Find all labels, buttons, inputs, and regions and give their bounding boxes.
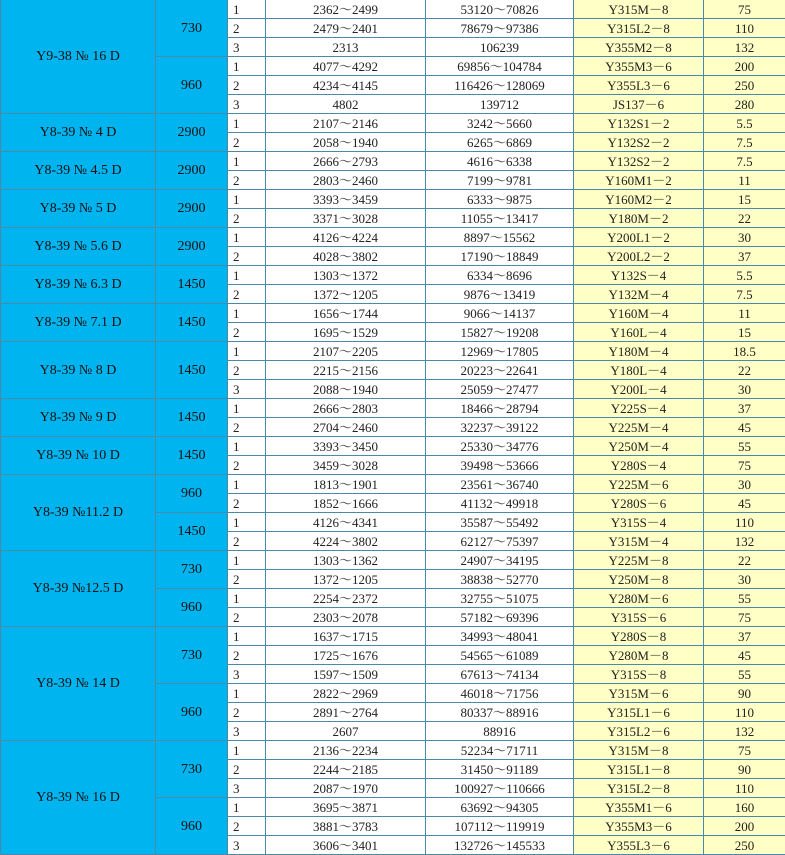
motor-model-cell: Y280M－6 bbox=[574, 589, 704, 608]
seq-number-cell: 2 bbox=[228, 285, 266, 304]
flow-cell: 25059～27477 bbox=[426, 380, 574, 399]
pressure-cell: 1813～1901 bbox=[266, 475, 426, 494]
motor-model-cell: JS137－6 bbox=[574, 95, 704, 114]
seq-number-cell: 2 bbox=[228, 608, 266, 627]
power-kw-cell: 45 bbox=[704, 418, 785, 437]
pressure-cell: 1725～1676 bbox=[266, 646, 426, 665]
speed-rpm-cell: 1450 bbox=[156, 437, 228, 475]
speed-rpm-cell: 2900 bbox=[156, 190, 228, 228]
power-kw-cell: 15 bbox=[704, 323, 785, 342]
seq-number-cell: 1 bbox=[228, 741, 266, 760]
table-row bbox=[1, 551, 785, 570]
power-kw-cell: 75 bbox=[704, 0, 785, 19]
seq-number-cell: 2 bbox=[228, 323, 266, 342]
table-row bbox=[1, 741, 785, 760]
seq-number-cell: 1 bbox=[228, 798, 266, 817]
flow-cell: 53120～70826 bbox=[426, 0, 574, 19]
flow-cell: 20223～22641 bbox=[426, 361, 574, 380]
fan-model-cell: Y8-39 № 14 D bbox=[1, 627, 156, 741]
motor-model-cell: Y315M－8 bbox=[574, 741, 704, 760]
speed-rpm-cell: 1450 bbox=[156, 304, 228, 342]
flow-cell: 62127～75397 bbox=[426, 532, 574, 551]
power-kw-cell: 75 bbox=[704, 608, 785, 627]
table-row bbox=[1, 627, 785, 646]
fan-model-cell: Y8-39 № 5 D bbox=[1, 190, 156, 228]
flow-cell: 3242～5660 bbox=[426, 114, 574, 133]
pressure-cell: 2479～2401 bbox=[266, 19, 426, 38]
pressure-cell: 1372～1205 bbox=[266, 285, 426, 304]
flow-cell: 31450～91189 bbox=[426, 760, 574, 779]
power-kw-cell: 30 bbox=[704, 570, 785, 589]
motor-model-cell: Y315M－4 bbox=[574, 532, 704, 551]
power-kw-cell: 45 bbox=[704, 494, 785, 513]
pressure-cell: 3606～3401 bbox=[266, 836, 426, 855]
fan-model-cell: Y8-39 № 6.3 D bbox=[1, 266, 156, 304]
speed-rpm-cell: 730 bbox=[156, 551, 228, 589]
fan-spec-table-body bbox=[1, 0, 785, 855]
flow-cell: 39498～53666 bbox=[426, 456, 574, 475]
table-row bbox=[1, 114, 785, 133]
fan-model-cell: Y8-39 № 9 D bbox=[1, 399, 156, 437]
seq-number-cell: 1 bbox=[228, 228, 266, 247]
seq-number-cell: 2 bbox=[228, 532, 266, 551]
pressure-cell: 3695～3871 bbox=[266, 798, 426, 817]
seq-number-cell: 2 bbox=[228, 209, 266, 228]
power-kw-cell: 45 bbox=[704, 646, 785, 665]
motor-model-cell: Y160M2－2 bbox=[574, 190, 704, 209]
motor-model-cell: Y315L2－6 bbox=[574, 722, 704, 741]
flow-cell: 11055～13417 bbox=[426, 209, 574, 228]
speed-rpm-cell: 730 bbox=[156, 627, 228, 684]
table-row bbox=[1, 0, 785, 19]
motor-model-cell: Y315M－8 bbox=[574, 0, 704, 19]
fan-model-cell: Y9-38 № 16 D bbox=[1, 0, 156, 114]
seq-number-cell: 3 bbox=[228, 722, 266, 741]
pressure-cell: 3881～3783 bbox=[266, 817, 426, 836]
seq-number-cell: 1 bbox=[228, 399, 266, 418]
pressure-cell: 1303～1362 bbox=[266, 551, 426, 570]
seq-number-cell: 2 bbox=[228, 703, 266, 722]
seq-number-cell: 2 bbox=[228, 760, 266, 779]
motor-model-cell: Y355L3－6 bbox=[574, 76, 704, 95]
flow-cell: 69856～104784 bbox=[426, 57, 574, 76]
power-kw-cell: 18.5 bbox=[704, 342, 785, 361]
pressure-cell: 1303～1372 bbox=[266, 266, 426, 285]
motor-model-cell: Y280M－8 bbox=[574, 646, 704, 665]
power-kw-cell: 200 bbox=[704, 57, 785, 76]
power-kw-cell: 22 bbox=[704, 551, 785, 570]
speed-rpm-cell: 730 bbox=[156, 0, 228, 57]
motor-model-cell: Y180L－4 bbox=[574, 361, 704, 380]
pressure-cell: 3393～3459 bbox=[266, 190, 426, 209]
motor-model-cell: Y355M2－8 bbox=[574, 38, 704, 57]
pressure-cell: 2088～1940 bbox=[266, 380, 426, 399]
fan-model-cell: Y8-39 № 16 D bbox=[1, 741, 156, 855]
power-kw-cell: 55 bbox=[704, 437, 785, 456]
flow-cell: 32237～39122 bbox=[426, 418, 574, 437]
motor-model-cell: Y315L2－8 bbox=[574, 779, 704, 798]
flow-cell: 63692～94305 bbox=[426, 798, 574, 817]
fan-model-cell: Y8-39 № 8 D bbox=[1, 342, 156, 399]
pressure-cell: 4077～4292 bbox=[266, 57, 426, 76]
motor-model-cell: Y160M－4 bbox=[574, 304, 704, 323]
power-kw-cell: 250 bbox=[704, 836, 785, 855]
seq-number-cell: 3 bbox=[228, 779, 266, 798]
power-kw-cell: 7.5 bbox=[704, 133, 785, 152]
pressure-cell: 2803～2460 bbox=[266, 171, 426, 190]
seq-number-cell: 3 bbox=[228, 95, 266, 114]
seq-number-cell: 2 bbox=[228, 570, 266, 589]
power-kw-cell: 30 bbox=[704, 380, 785, 399]
motor-model-cell: Y180M－4 bbox=[574, 342, 704, 361]
power-kw-cell: 37 bbox=[704, 627, 785, 646]
fan-model-cell: Y8-39 № 4.5 D bbox=[1, 152, 156, 190]
flow-cell: 67613～74134 bbox=[426, 665, 574, 684]
power-kw-cell: 110 bbox=[704, 513, 785, 532]
pressure-cell: 1852～1666 bbox=[266, 494, 426, 513]
power-kw-cell: 5.5 bbox=[704, 266, 785, 285]
power-kw-cell: 132 bbox=[704, 722, 785, 741]
pressure-cell: 4234～4145 bbox=[266, 76, 426, 95]
power-kw-cell: 90 bbox=[704, 760, 785, 779]
speed-rpm-cell: 1450 bbox=[156, 266, 228, 304]
table-row bbox=[1, 228, 785, 247]
motor-model-cell: Y315S－6 bbox=[574, 608, 704, 627]
seq-number-cell: 2 bbox=[228, 19, 266, 38]
flow-cell: 17190～18849 bbox=[426, 247, 574, 266]
pressure-cell: 1637～1715 bbox=[266, 627, 426, 646]
fan-model-cell: Y8-39 №11.2 D bbox=[1, 475, 156, 551]
seq-number-cell: 2 bbox=[228, 456, 266, 475]
motor-model-cell: Y225M－8 bbox=[574, 551, 704, 570]
motor-model-cell: Y250M－4 bbox=[574, 437, 704, 456]
power-kw-cell: 22 bbox=[704, 209, 785, 228]
seq-number-cell: 1 bbox=[228, 0, 266, 19]
power-kw-cell: 7.5 bbox=[704, 152, 785, 171]
table-row bbox=[1, 266, 785, 285]
pressure-cell: 4126～4341 bbox=[266, 513, 426, 532]
seq-number-cell: 1 bbox=[228, 684, 266, 703]
pressure-cell: 2313 bbox=[266, 38, 426, 57]
pressure-cell: 2666～2793 bbox=[266, 152, 426, 171]
pressure-cell: 2822～2969 bbox=[266, 684, 426, 703]
speed-rpm-cell: 2900 bbox=[156, 228, 228, 266]
motor-model-cell: Y200L－4 bbox=[574, 380, 704, 399]
seq-number-cell: 1 bbox=[228, 304, 266, 323]
motor-model-cell: Y315S－4 bbox=[574, 513, 704, 532]
seq-number-cell: 1 bbox=[228, 437, 266, 456]
flow-cell: 116426～128069 bbox=[426, 76, 574, 95]
motor-model-cell: Y280S－8 bbox=[574, 627, 704, 646]
seq-number-cell: 1 bbox=[228, 266, 266, 285]
speed-rpm-cell: 960 bbox=[156, 798, 228, 855]
seq-number-cell: 2 bbox=[228, 646, 266, 665]
pressure-cell: 4224～3802 bbox=[266, 532, 426, 551]
flow-cell: 12969～17805 bbox=[426, 342, 574, 361]
flow-cell: 41132～49918 bbox=[426, 494, 574, 513]
motor-model-cell: Y180M－2 bbox=[574, 209, 704, 228]
power-kw-cell: 110 bbox=[704, 779, 785, 798]
pressure-cell: 4802 bbox=[266, 95, 426, 114]
pressure-cell: 2107～2146 bbox=[266, 114, 426, 133]
speed-rpm-cell: 960 bbox=[156, 475, 228, 513]
pressure-cell: 3459～3028 bbox=[266, 456, 426, 475]
power-kw-cell: 200 bbox=[704, 817, 785, 836]
seq-number-cell: 1 bbox=[228, 627, 266, 646]
flow-cell: 7199～9781 bbox=[426, 171, 574, 190]
pressure-cell: 2362～2499 bbox=[266, 0, 426, 19]
speed-rpm-cell: 960 bbox=[156, 589, 228, 627]
seq-number-cell: 2 bbox=[228, 247, 266, 266]
seq-number-cell: 1 bbox=[228, 589, 266, 608]
power-kw-cell: 75 bbox=[704, 741, 785, 760]
motor-model-cell: Y132S2－2 bbox=[574, 133, 704, 152]
flow-cell: 6334～8696 bbox=[426, 266, 574, 285]
fan-model-cell: Y8-39 № 5.6 D bbox=[1, 228, 156, 266]
flow-cell: 24907～34195 bbox=[426, 551, 574, 570]
motor-model-cell: Y355L3－6 bbox=[574, 836, 704, 855]
flow-cell: 6333～9875 bbox=[426, 190, 574, 209]
pressure-cell: 2607 bbox=[266, 722, 426, 741]
speed-rpm-cell: 1450 bbox=[156, 342, 228, 399]
seq-number-cell: 1 bbox=[228, 475, 266, 494]
seq-number-cell: 1 bbox=[228, 190, 266, 209]
pressure-cell: 2107～2205 bbox=[266, 342, 426, 361]
fan-model-cell: Y8-39 № 7.1 D bbox=[1, 304, 156, 342]
motor-model-cell: Y315L1－8 bbox=[574, 760, 704, 779]
power-kw-cell: 22 bbox=[704, 361, 785, 380]
seq-number-cell: 2 bbox=[228, 817, 266, 836]
flow-cell: 34993～48041 bbox=[426, 627, 574, 646]
pressure-cell: 2303～2078 bbox=[266, 608, 426, 627]
flow-cell: 38838～52770 bbox=[426, 570, 574, 589]
power-kw-cell: 110 bbox=[704, 19, 785, 38]
table-row bbox=[1, 304, 785, 323]
pressure-cell: 1695～1529 bbox=[266, 323, 426, 342]
flow-cell: 139712 bbox=[426, 95, 574, 114]
seq-number-cell: 3 bbox=[228, 38, 266, 57]
power-kw-cell: 110 bbox=[704, 703, 785, 722]
flow-cell: 25330～34776 bbox=[426, 437, 574, 456]
seq-number-cell: 1 bbox=[228, 152, 266, 171]
table-row bbox=[1, 342, 785, 361]
seq-number-cell: 2 bbox=[228, 361, 266, 380]
motor-model-cell: Y315L1－6 bbox=[574, 703, 704, 722]
flow-cell: 106239 bbox=[426, 38, 574, 57]
power-kw-cell: 160 bbox=[704, 798, 785, 817]
fan-model-cell: Y8-39 №12.5 D bbox=[1, 551, 156, 627]
seq-number-cell: 2 bbox=[228, 171, 266, 190]
pressure-cell: 2244～2185 bbox=[266, 760, 426, 779]
table-row bbox=[1, 190, 785, 209]
motor-model-cell: Y315S－8 bbox=[574, 665, 704, 684]
flow-cell: 32755～51075 bbox=[426, 589, 574, 608]
power-kw-cell: 30 bbox=[704, 475, 785, 494]
power-kw-cell: 55 bbox=[704, 589, 785, 608]
flow-cell: 46018～71756 bbox=[426, 684, 574, 703]
flow-cell: 9876～13419 bbox=[426, 285, 574, 304]
pressure-cell: 1656～1744 bbox=[266, 304, 426, 323]
seq-number-cell: 1 bbox=[228, 513, 266, 532]
flow-cell: 132726～145533 bbox=[426, 836, 574, 855]
power-kw-cell: 15 bbox=[704, 190, 785, 209]
seq-number-cell: 3 bbox=[228, 380, 266, 399]
flow-cell: 8897～15562 bbox=[426, 228, 574, 247]
flow-cell: 78679～97386 bbox=[426, 19, 574, 38]
power-kw-cell: 11 bbox=[704, 171, 785, 190]
power-kw-cell: 30 bbox=[704, 228, 785, 247]
speed-rpm-cell: 1450 bbox=[156, 513, 228, 551]
power-kw-cell: 37 bbox=[704, 399, 785, 418]
seq-number-cell: 2 bbox=[228, 418, 266, 437]
pressure-cell: 2136～2234 bbox=[266, 741, 426, 760]
pressure-cell: 4028～3802 bbox=[266, 247, 426, 266]
power-kw-cell: 132 bbox=[704, 532, 785, 551]
motor-model-cell: Y315M－6 bbox=[574, 684, 704, 703]
motor-model-cell: Y160L－4 bbox=[574, 323, 704, 342]
flow-cell: 107112～119919 bbox=[426, 817, 574, 836]
motor-model-cell: Y355M3－6 bbox=[574, 817, 704, 836]
pressure-cell: 2058～1940 bbox=[266, 133, 426, 152]
flow-cell: 54565～61089 bbox=[426, 646, 574, 665]
flow-cell: 100927～110666 bbox=[426, 779, 574, 798]
pressure-cell: 2087～1970 bbox=[266, 779, 426, 798]
motor-model-cell: Y225M－4 bbox=[574, 418, 704, 437]
seq-number-cell: 3 bbox=[228, 665, 266, 684]
motor-model-cell: Y132S1－2 bbox=[574, 114, 704, 133]
motor-model-cell: Y225S－4 bbox=[574, 399, 704, 418]
power-kw-cell: 55 bbox=[704, 665, 785, 684]
power-kw-cell: 11 bbox=[704, 304, 785, 323]
speed-rpm-cell: 1450 bbox=[156, 399, 228, 437]
pressure-cell: 2666～2803 bbox=[266, 399, 426, 418]
pressure-cell: 2254～2372 bbox=[266, 589, 426, 608]
flow-cell: 52234～71711 bbox=[426, 741, 574, 760]
motor-model-cell: Y200L2－2 bbox=[574, 247, 704, 266]
table-row bbox=[1, 437, 785, 456]
speed-rpm-cell: 960 bbox=[156, 57, 228, 114]
seq-number-cell: 2 bbox=[228, 494, 266, 513]
table-row bbox=[1, 152, 785, 171]
fan-model-cell: Y8-39 № 10 D bbox=[1, 437, 156, 475]
power-kw-cell: 75 bbox=[704, 456, 785, 475]
flow-cell: 9066～14137 bbox=[426, 304, 574, 323]
speed-rpm-cell: 2900 bbox=[156, 114, 228, 152]
power-kw-cell: 7.5 bbox=[704, 285, 785, 304]
pressure-cell: 1597～1509 bbox=[266, 665, 426, 684]
flow-cell: 88916 bbox=[426, 722, 574, 741]
flow-cell: 6265～6869 bbox=[426, 133, 574, 152]
seq-number-cell: 1 bbox=[228, 551, 266, 570]
pressure-cell: 2891～2764 bbox=[266, 703, 426, 722]
power-kw-cell: 37 bbox=[704, 247, 785, 266]
motor-model-cell: Y250M－8 bbox=[574, 570, 704, 589]
seq-number-cell: 2 bbox=[228, 76, 266, 95]
table-row bbox=[1, 475, 785, 494]
flow-cell: 23561～36740 bbox=[426, 475, 574, 494]
pressure-cell: 3371～3028 bbox=[266, 209, 426, 228]
flow-cell: 4616～6338 bbox=[426, 152, 574, 171]
motor-model-cell: Y200L1－2 bbox=[574, 228, 704, 247]
seq-number-cell: 1 bbox=[228, 57, 266, 76]
flow-cell: 35587～55492 bbox=[426, 513, 574, 532]
power-kw-cell: 90 bbox=[704, 684, 785, 703]
motor-model-cell: Y160M1－2 bbox=[574, 171, 704, 190]
motor-model-cell: Y355M3－6 bbox=[574, 57, 704, 76]
motor-model-cell: Y132S－4 bbox=[574, 266, 704, 285]
table-row bbox=[1, 399, 785, 418]
motor-model-cell: Y225M－6 bbox=[574, 475, 704, 494]
motor-model-cell: Y132M－4 bbox=[574, 285, 704, 304]
pressure-cell: 2215～2156 bbox=[266, 361, 426, 380]
power-kw-cell: 250 bbox=[704, 76, 785, 95]
fan-model-cell: Y8-39 № 4 D bbox=[1, 114, 156, 152]
power-kw-cell: 5.5 bbox=[704, 114, 785, 133]
flow-cell: 57182～69396 bbox=[426, 608, 574, 627]
seq-number-cell: 1 bbox=[228, 114, 266, 133]
seq-number-cell: 2 bbox=[228, 133, 266, 152]
speed-rpm-cell: 730 bbox=[156, 741, 228, 798]
power-kw-cell: 132 bbox=[704, 38, 785, 57]
pressure-cell: 2704～2460 bbox=[266, 418, 426, 437]
motor-model-cell: Y315L2－8 bbox=[574, 19, 704, 38]
speed-rpm-cell: 2900 bbox=[156, 152, 228, 190]
flow-cell: 18466～28794 bbox=[426, 399, 574, 418]
motor-model-cell: Y132S2－2 bbox=[574, 152, 704, 171]
motor-model-cell: Y355M1－6 bbox=[574, 798, 704, 817]
pressure-cell: 1372～1205 bbox=[266, 570, 426, 589]
speed-rpm-cell: 960 bbox=[156, 684, 228, 741]
motor-model-cell: Y280S－6 bbox=[574, 494, 704, 513]
flow-cell: 80337～88916 bbox=[426, 703, 574, 722]
seq-number-cell: 1 bbox=[228, 342, 266, 361]
motor-model-cell: Y280S－4 bbox=[574, 456, 704, 475]
pressure-cell: 3393～3450 bbox=[266, 437, 426, 456]
flow-cell: 15827～19208 bbox=[426, 323, 574, 342]
seq-number-cell: 3 bbox=[228, 836, 266, 855]
power-kw-cell: 280 bbox=[704, 95, 785, 114]
pressure-cell: 4126～4224 bbox=[266, 228, 426, 247]
